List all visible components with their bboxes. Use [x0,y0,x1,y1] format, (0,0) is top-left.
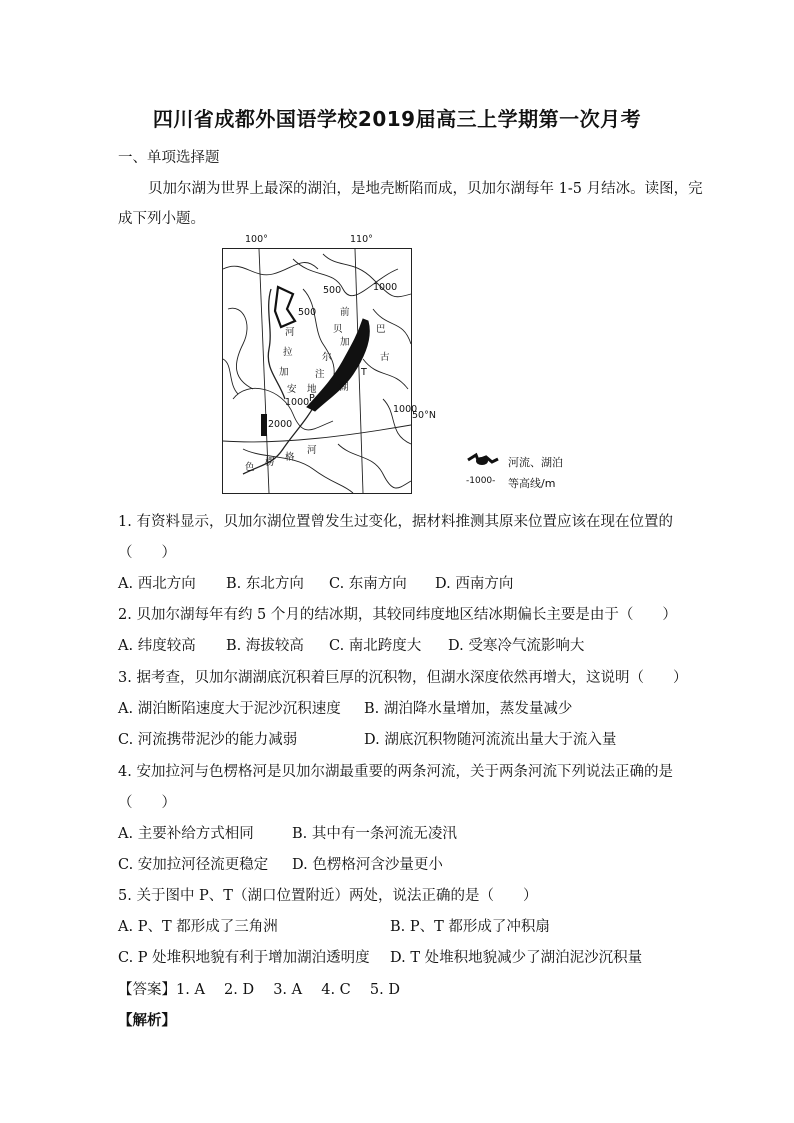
contour-line [243,449,353,493]
map-place-char: 前 [340,307,350,318]
map-place-char: 格 [285,452,295,463]
q1-option-d: D. 西南方向 [435,576,514,592]
map-place-char: 色 [245,462,255,473]
map-place-char: 注 [315,369,325,380]
q5-option-a: A. P、T 都形成了三角洲 [118,919,278,935]
contour-label: 500 [323,285,342,296]
lat-50-label: 50°N [412,410,436,421]
q2-option-d: D. 受寒冷气流影响大 [448,638,585,654]
baikal-map [222,248,418,494]
analysis-heading: 【解析】 [118,1012,176,1029]
reservoir-outline [275,287,295,327]
q2-option-b: B. 海拔较高 [226,638,304,654]
map-place-char: 贝 [333,324,343,335]
intro-line-2: 成下列小题。 [118,211,205,227]
contour-line [223,263,318,275]
q3-option-b: B. 湖泊降水量增加，蒸发量减少 [364,701,573,717]
legend-lake-symbol [466,452,500,468]
q3-option-d: D. 湖底沉积物随河流流出量大于流入量 [364,732,617,748]
section-heading: 一、单项选择题 [118,150,220,166]
page-title: 四川省成都外国语学校2019届高三上学期第一次月考 [152,107,642,131]
q2-option-a: A. 纬度较高 [118,638,196,654]
map-place-char: 尔 [322,352,332,363]
q4-option-d: D. 色楞格河含沙量更小 [292,857,443,873]
q2-option-c: C. 南北跨度大 [329,638,422,654]
q5-option-d: D. T 处堆积地貌减少了湖泊泥沙沉积量 [390,950,643,966]
question-5-stem: 5. 关于图中 P、T（湖口位置附近）两处，说法正确的是（ ） [118,888,538,904]
intro-line-1: 贝加尔湖为世界上最深的湖泊，是地壳断陷而成，贝加尔湖每年 1-5 月结冰。读图，完 [148,181,703,197]
question-3-stem: 3. 据考查，贝加尔湖湖底沉积着巨厚的沉积物，但湖水深度依然再增大，这说明（ ） [118,670,688,686]
q3-option-c: C. 河流携带泥沙的能力减弱 [118,732,298,748]
map-place-char: 河 [285,327,295,338]
question-4-paren: （ ） [118,795,176,811]
q5-option-b: B. P、T 都形成了冲积扇 [390,919,550,935]
map-place-char: 安 [287,384,297,395]
map-place-char: 湖 [339,382,349,393]
answer-line: 【答案】1. A 2. D 3. A 4. C 5. D [118,982,400,998]
contour-line [223,359,238,394]
q1-option-a: A. 西北方向 [118,576,196,592]
lon-100-label: 100° [245,234,268,245]
map-place-char: P [309,393,315,404]
q3-option-a: A. 湖泊断陷速度大于泥沙沉积速度 [118,701,341,717]
map-place-char: 楞 [265,457,275,468]
q5-option-c: C. P 处堆积地貌有利于增加湖泊透明度 [118,950,370,966]
legend-contour-sample: -1000- [466,476,496,486]
map-place-char: 地 [307,384,317,395]
contour-label: 2000 [268,419,293,430]
q4-option-c: C. 安加拉河径流更稳定 [118,857,269,873]
q4-option-b: B. 其中有一条河流无凌汛 [292,826,457,842]
map-place-char: 拉 [283,347,293,358]
lon-110-label: 110° [350,234,373,245]
small-lake [261,414,267,436]
contour-line [228,308,253,389]
map-place-char: 加 [340,337,350,348]
q1-option-c: C. 东南方向 [329,576,407,592]
contour-label: 1000 [285,397,310,408]
question-4-stem: 4. 安加拉河与色楞格河是贝加尔湖最重要的两条河流，关于两条河流下列说法正确的是 [118,764,673,780]
map-place-char: T [361,367,367,378]
question-1-stem: 1. 有资料显示，贝加尔湖位置曾发生过变化，据材料推测其原来位置应该在现在位置的 [118,514,673,530]
contour-label: 1000 [393,404,418,415]
question-2-stem: 2. 贝加尔湖每年有约 5 个月的结冰期，其较同纬度地区结冰期偏长主要是由于（ ） [118,607,677,623]
contour-line [363,359,408,389]
map-place-char: 加 [279,367,289,378]
q1-option-b: B. 东北方向 [226,576,304,592]
contour-line [338,444,411,488]
question-1-paren: （ ） [118,545,176,561]
legend-river-lake-label: 河流、湖泊 [508,456,563,469]
contour-label: 1000 [373,282,398,293]
map-place-char: 古 [380,352,390,363]
q4-option-a: A. 主要补给方式相同 [118,826,254,842]
map-place-char: 河 [307,445,317,456]
legend-contour-label: 等高线/m [508,477,556,490]
contour-label: 500 [298,307,317,318]
map-place-char: 巴 [376,324,386,335]
